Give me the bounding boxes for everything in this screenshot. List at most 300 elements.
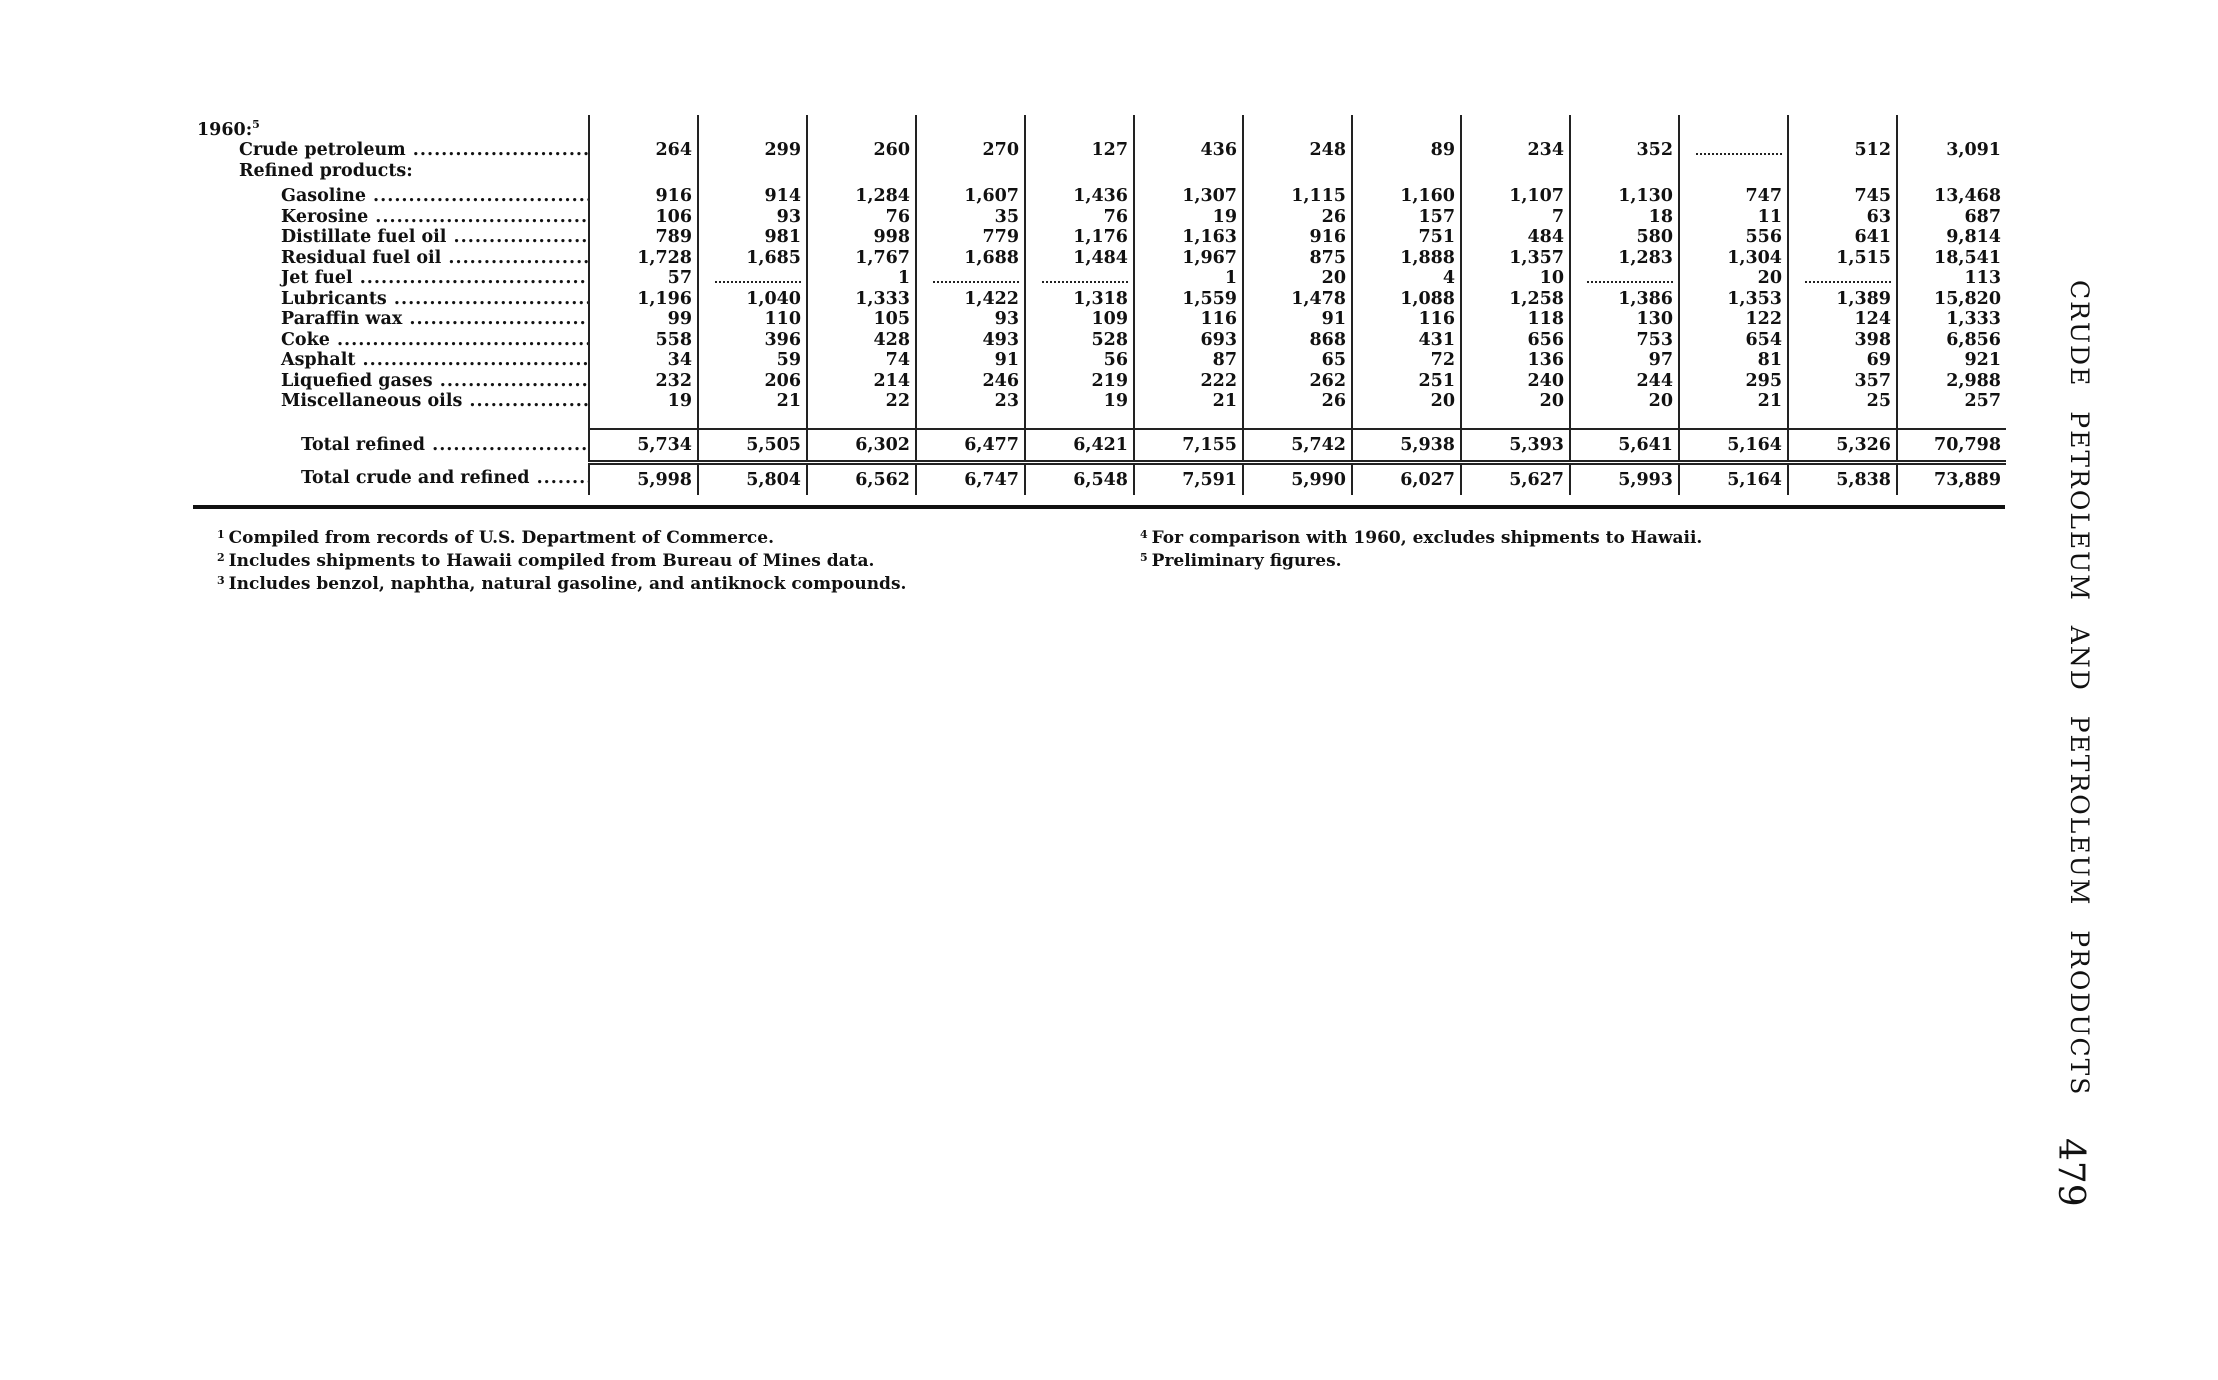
cell-value: 745 <box>1854 186 1891 207</box>
cell-value: 13,468 <box>1934 186 2001 207</box>
cell-value: 295 <box>1745 370 1782 391</box>
table-row <box>193 115 2006 140</box>
table-cell <box>1243 248 1352 269</box>
cell-value: 1,484 <box>1073 247 1128 268</box>
cell-value: 248 <box>1309 140 1346 161</box>
cell-value: 687 <box>1964 206 2001 227</box>
cell-value: 19 <box>667 391 692 412</box>
table-cell <box>1570 371 1679 392</box>
spacer-cell <box>1461 412 1570 429</box>
table-cell <box>1352 227 1461 248</box>
footnotes-right <box>1140 525 1702 571</box>
table-cell <box>1025 391 1134 412</box>
cell-value: 914 <box>764 186 801 207</box>
total-value: 5,734 <box>637 434 692 455</box>
page-number-text: 479 <box>2050 1138 2091 1207</box>
row-label-text: Gasoline ..... <box>195 186 589 206</box>
row-label <box>193 391 589 412</box>
cell-value: 753 <box>1636 329 1673 350</box>
table-cell <box>1134 140 1243 161</box>
cell-value: 116 <box>1200 309 1237 330</box>
table-cell <box>1570 309 1679 330</box>
table-cell <box>698 289 807 310</box>
row-label <box>193 289 589 310</box>
cell-value: 19 <box>1212 206 1237 227</box>
cell-value: 116 <box>1418 309 1455 330</box>
table-cell <box>1570 391 1679 412</box>
table-cell <box>1352 371 1461 392</box>
table-cell <box>589 248 698 269</box>
cell-value: 72 <box>1430 350 1455 371</box>
footnote-number: 4 <box>1140 528 1148 541</box>
cell-value: 512 <box>1854 140 1891 161</box>
table-row <box>193 309 2006 330</box>
table-cell <box>1897 161 2006 182</box>
cell-value: 56 <box>1103 350 1128 371</box>
table-cell <box>1570 140 1679 161</box>
table-cell <box>589 115 698 140</box>
cell-value: 25 <box>1866 391 1891 412</box>
table-cell <box>589 140 698 161</box>
table-cell <box>589 371 698 392</box>
table-cell <box>589 161 698 182</box>
table-cell <box>589 227 698 248</box>
table-cell <box>1897 268 2006 289</box>
row-label <box>193 248 589 269</box>
table-cell <box>589 289 698 310</box>
table-cell <box>1788 289 1897 310</box>
cell-value: 109 <box>1091 309 1128 330</box>
footnote <box>1140 525 1702 548</box>
footnote-ref: 5 <box>252 118 260 131</box>
total-value: 7,591 <box>1182 469 1237 490</box>
row-label <box>193 371 589 392</box>
row-label <box>193 181 589 206</box>
cell-value: 1,176 <box>1073 227 1128 248</box>
table-body <box>193 115 2006 495</box>
table-cell <box>1461 309 1570 330</box>
cell-value: 1,767 <box>855 247 910 268</box>
table-row <box>193 391 2006 412</box>
total-cell <box>1897 429 2006 463</box>
cell-value: 493 <box>982 329 1019 350</box>
cell-value: 244 <box>1636 370 1673 391</box>
spacer-cell <box>1788 412 1897 429</box>
total-cell <box>807 429 916 463</box>
cell-value: 396 <box>764 329 801 350</box>
spacer-cell <box>1570 412 1679 429</box>
table-cell <box>916 207 1025 228</box>
spacer-cell <box>1352 412 1461 429</box>
table-cell <box>1897 115 2006 140</box>
footnote-number: 3 <box>217 574 225 587</box>
total-value: 5,938 <box>1400 434 1455 455</box>
cell-value: 1,088 <box>1400 288 1455 309</box>
total-cell <box>1352 429 1461 463</box>
total-cell <box>698 462 807 495</box>
footnote-number: 2 <box>217 551 225 564</box>
row-label-text: Jet fuel ..... <box>195 268 589 288</box>
cell-value: 1,478 <box>1291 288 1346 309</box>
table-cell <box>1461 207 1570 228</box>
table-cell <box>1570 227 1679 248</box>
table-cell <box>1025 161 1134 182</box>
cell-value: 2,988 <box>1946 370 2001 391</box>
cell-value: 136 <box>1527 350 1564 371</box>
table-cell <box>916 227 1025 248</box>
cell-value: 260 <box>873 140 910 161</box>
table-cell <box>916 181 1025 206</box>
table-cell <box>1134 371 1243 392</box>
spacer-cell <box>1897 412 2006 429</box>
row-label <box>193 207 589 228</box>
table-row <box>193 289 2006 310</box>
cell-value: 779 <box>982 227 1019 248</box>
table-row <box>193 248 2006 269</box>
cell-value: 20 <box>1321 268 1346 289</box>
cell-value: 556 <box>1745 227 1782 248</box>
table-row <box>193 371 2006 392</box>
row-label-text: Refined products: <box>239 160 413 181</box>
table-cell <box>1352 115 1461 140</box>
total-cell <box>1243 462 1352 495</box>
row-label-text: Lubricants ..... <box>195 289 589 309</box>
table-cell <box>807 140 916 161</box>
total-value: 5,627 <box>1509 469 1564 490</box>
table-cell <box>1352 289 1461 310</box>
footnote-text: Preliminary figures. <box>1151 551 1342 571</box>
table-cell <box>1352 391 1461 412</box>
footnote <box>217 571 906 594</box>
empty-dash <box>933 273 1019 283</box>
total-value: 5,990 <box>1291 469 1346 490</box>
empty-dash <box>1805 273 1891 283</box>
table-cell <box>1243 309 1352 330</box>
cell-value: 916 <box>655 186 692 207</box>
table-cell <box>1788 181 1897 206</box>
statistics-table <box>193 115 2006 495</box>
cell-value: 789 <box>655 227 692 248</box>
table-cell <box>1243 350 1352 371</box>
spacer-cell <box>916 412 1025 429</box>
total-cell <box>1570 462 1679 495</box>
cell-value: 580 <box>1636 227 1673 248</box>
table-cell <box>1461 330 1570 351</box>
total-value: 6,562 <box>855 469 910 490</box>
footnote <box>217 525 906 548</box>
cell-value: 11 <box>1757 206 1782 227</box>
cell-value: 270 <box>982 140 1019 161</box>
total-value: 5,998 <box>637 469 692 490</box>
cell-value: 222 <box>1200 370 1237 391</box>
cell-value: 19 <box>1103 391 1128 412</box>
table-cell <box>1788 350 1897 371</box>
table-cell <box>1461 161 1570 182</box>
row-label-text: Kerosine ..... <box>195 207 589 227</box>
cell-value: 1,389 <box>1836 288 1891 309</box>
cell-value: 875 <box>1309 247 1346 268</box>
table-cell <box>1570 289 1679 310</box>
table-cell <box>1897 207 2006 228</box>
table-cell <box>1025 268 1134 289</box>
cell-value: 1,353 <box>1727 288 1782 309</box>
table-row <box>193 350 2006 371</box>
total-cell <box>916 462 1025 495</box>
cell-value: 63 <box>1866 206 1891 227</box>
cell-value: 428 <box>873 329 910 350</box>
table-cell <box>1897 181 2006 206</box>
cell-value: 18,541 <box>1934 247 2001 268</box>
total-value: 6,027 <box>1400 469 1455 490</box>
table-cell <box>1134 309 1243 330</box>
footnote <box>217 548 906 571</box>
table-row <box>193 227 2006 248</box>
table-cell <box>698 248 807 269</box>
cell-value: 26 <box>1321 206 1346 227</box>
spacer-cell <box>1134 412 1243 429</box>
table-row <box>193 181 2006 206</box>
row-label <box>193 140 589 161</box>
total-cell <box>1679 429 1788 463</box>
cell-value: 3,091 <box>1946 140 2001 161</box>
table-cell <box>916 268 1025 289</box>
table-cell <box>1788 248 1897 269</box>
table-cell <box>1461 289 1570 310</box>
cell-value: 23 <box>994 391 1019 412</box>
table-cell <box>807 268 916 289</box>
cell-value: 1,607 <box>964 186 1019 207</box>
total-value: 6,477 <box>964 434 1019 455</box>
table-cell <box>1025 309 1134 330</box>
table-cell <box>1134 268 1243 289</box>
table-cell <box>698 181 807 206</box>
table-cell <box>1788 115 1897 140</box>
table-cell <box>1570 248 1679 269</box>
table-cell <box>1243 330 1352 351</box>
table-cell <box>1461 371 1570 392</box>
table-cell <box>916 248 1025 269</box>
cell-value: 1,333 <box>855 288 910 309</box>
table-cell <box>1243 268 1352 289</box>
row-label <box>193 161 589 182</box>
table-cell <box>1679 248 1788 269</box>
total-value: 5,804 <box>746 469 801 490</box>
cell-value: 18 <box>1648 206 1673 227</box>
cell-value: 130 <box>1636 309 1673 330</box>
total-label <box>193 462 589 495</box>
table-cell <box>698 207 807 228</box>
table-cell <box>1134 289 1243 310</box>
cell-value: 99 <box>667 309 692 330</box>
total-cell <box>807 462 916 495</box>
table-cell <box>589 350 698 371</box>
table-cell <box>1134 330 1243 351</box>
total-cell <box>1788 462 1897 495</box>
cell-value: 74 <box>885 350 910 371</box>
table-cell <box>1679 268 1788 289</box>
table-cell <box>1570 161 1679 182</box>
total-value: 6,548 <box>1073 469 1128 490</box>
cell-value: 232 <box>655 370 692 391</box>
table-cell <box>1570 268 1679 289</box>
table-cell <box>807 227 916 248</box>
running-head <box>2058 280 2094 1097</box>
table-cell <box>1134 391 1243 412</box>
table-cell <box>916 350 1025 371</box>
footnote-number: 5 <box>1140 551 1148 564</box>
cell-value: 1,130 <box>1618 186 1673 207</box>
exports-table <box>193 115 2005 495</box>
cell-value: 110 <box>764 309 801 330</box>
table-cell <box>698 161 807 182</box>
table-cell <box>1897 391 2006 412</box>
table-cell <box>1679 289 1788 310</box>
table-cell <box>1679 207 1788 228</box>
table-cell <box>1788 227 1897 248</box>
table-cell <box>1679 371 1788 392</box>
table-cell <box>1025 330 1134 351</box>
total-label-text: Total crude and refined ..... <box>195 468 589 488</box>
cell-value: 10 <box>1539 268 1564 289</box>
cell-value: 81 <box>1757 350 1782 371</box>
cell-value: 431 <box>1418 329 1455 350</box>
table-cell <box>1352 207 1461 228</box>
cell-value: 240 <box>1527 370 1564 391</box>
cell-value: 7 <box>1551 206 1564 227</box>
cell-value: 436 <box>1200 140 1237 161</box>
table-cell <box>1897 371 2006 392</box>
cell-value: 264 <box>655 140 692 161</box>
total-cell <box>1025 429 1134 463</box>
table-cell <box>1352 140 1461 161</box>
row-label-text: Miscellaneous oils ..... <box>195 391 589 411</box>
total-value: 5,742 <box>1291 434 1346 455</box>
total-cell <box>1897 462 2006 495</box>
cell-value: 1,559 <box>1182 288 1237 309</box>
table-cell <box>1134 227 1243 248</box>
table-cell <box>1897 309 2006 330</box>
total-cell <box>1134 462 1243 495</box>
table-cell <box>916 391 1025 412</box>
table-cell <box>1025 115 1134 140</box>
total-value: 5,326 <box>1836 434 1891 455</box>
footnote-text: Includes benzol, naphtha, natural gasoline, and antiknock compounds. <box>228 574 907 594</box>
cell-value: 113 <box>1964 268 2001 289</box>
table-cell <box>1679 161 1788 182</box>
row-label <box>193 115 589 140</box>
table-cell <box>1025 289 1134 310</box>
cell-value: 1,685 <box>746 247 801 268</box>
table-cell <box>589 330 698 351</box>
cell-value: 34 <box>667 350 692 371</box>
table-cell <box>1243 391 1352 412</box>
total-crude-refined-row <box>193 462 2006 495</box>
table-cell <box>1897 330 2006 351</box>
cell-value: 868 <box>1309 329 1346 350</box>
table-cell <box>1243 140 1352 161</box>
cell-value: 528 <box>1091 329 1128 350</box>
total-value: 5,393 <box>1509 434 1564 455</box>
total-refined-row <box>193 429 2006 463</box>
table-cell <box>1897 140 2006 161</box>
cell-value: 93 <box>994 309 1019 330</box>
table-cell <box>698 391 807 412</box>
cell-value: 1,888 <box>1400 247 1455 268</box>
total-cell <box>916 429 1025 463</box>
table-cell <box>807 289 916 310</box>
total-value: 6,747 <box>964 469 1019 490</box>
cell-value: 1,304 <box>1727 247 1782 268</box>
cell-value: 20 <box>1757 268 1782 289</box>
empty-dash <box>715 273 801 283</box>
table-cell <box>807 181 916 206</box>
table-cell <box>1570 181 1679 206</box>
table-row <box>193 140 2006 161</box>
cell-value: 21 <box>1212 391 1237 412</box>
spacer-cell <box>1025 412 1134 429</box>
cell-value: 1,160 <box>1400 186 1455 207</box>
row-label <box>193 227 589 248</box>
total-value: 5,641 <box>1618 434 1673 455</box>
table-cell <box>807 115 916 140</box>
cell-value: 26 <box>1321 391 1346 412</box>
row-label-text: Distillate fuel oil ..... <box>195 227 589 247</box>
cell-value: 9,814 <box>1946 227 2001 248</box>
total-cell <box>1788 429 1897 463</box>
total-value: 5,164 <box>1727 434 1782 455</box>
total-value: 6,302 <box>855 434 910 455</box>
cell-value: 1,258 <box>1509 288 1564 309</box>
table-cell <box>698 371 807 392</box>
total-cell <box>1025 462 1134 495</box>
cell-value: 106 <box>655 206 692 227</box>
table-cell <box>916 309 1025 330</box>
row-label-text: Liquefied gases ..... <box>195 371 589 391</box>
table-cell <box>1352 268 1461 289</box>
cell-value: 352 <box>1636 140 1673 161</box>
table-cell <box>916 289 1025 310</box>
total-value: 5,838 <box>1836 469 1891 490</box>
cell-value: 91 <box>994 350 1019 371</box>
cell-value: 22 <box>885 391 910 412</box>
table-cell <box>1134 207 1243 228</box>
cell-value: 1,040 <box>746 288 801 309</box>
cell-value: 246 <box>982 370 1019 391</box>
cell-value: 20 <box>1539 391 1564 412</box>
table-cell <box>1788 161 1897 182</box>
table-cell <box>1570 330 1679 351</box>
table-row <box>193 330 2006 351</box>
table-cell <box>1679 140 1788 161</box>
table-cell <box>1025 248 1134 269</box>
row-label-text: Paraffin wax ..... <box>195 309 589 329</box>
cell-value: 1,318 <box>1073 288 1128 309</box>
cell-value: 656 <box>1527 329 1564 350</box>
row-label-text: Asphalt ..... <box>195 350 589 370</box>
cell-value: 1,422 <box>964 288 1019 309</box>
table-cell <box>1025 350 1134 371</box>
cell-value: 97 <box>1648 350 1673 371</box>
row-label-text: Residual fuel oil ..... <box>195 248 589 268</box>
cell-value: 998 <box>873 227 910 248</box>
table-cell <box>916 140 1025 161</box>
cell-value: 1 <box>897 268 910 289</box>
spacer-cell <box>698 412 807 429</box>
footnote-text: Includes shipments to Hawaii compiled from Bureau of Mines data. <box>228 551 875 571</box>
table-cell <box>1025 227 1134 248</box>
cell-value: 641 <box>1854 227 1891 248</box>
cell-value: 558 <box>655 329 692 350</box>
